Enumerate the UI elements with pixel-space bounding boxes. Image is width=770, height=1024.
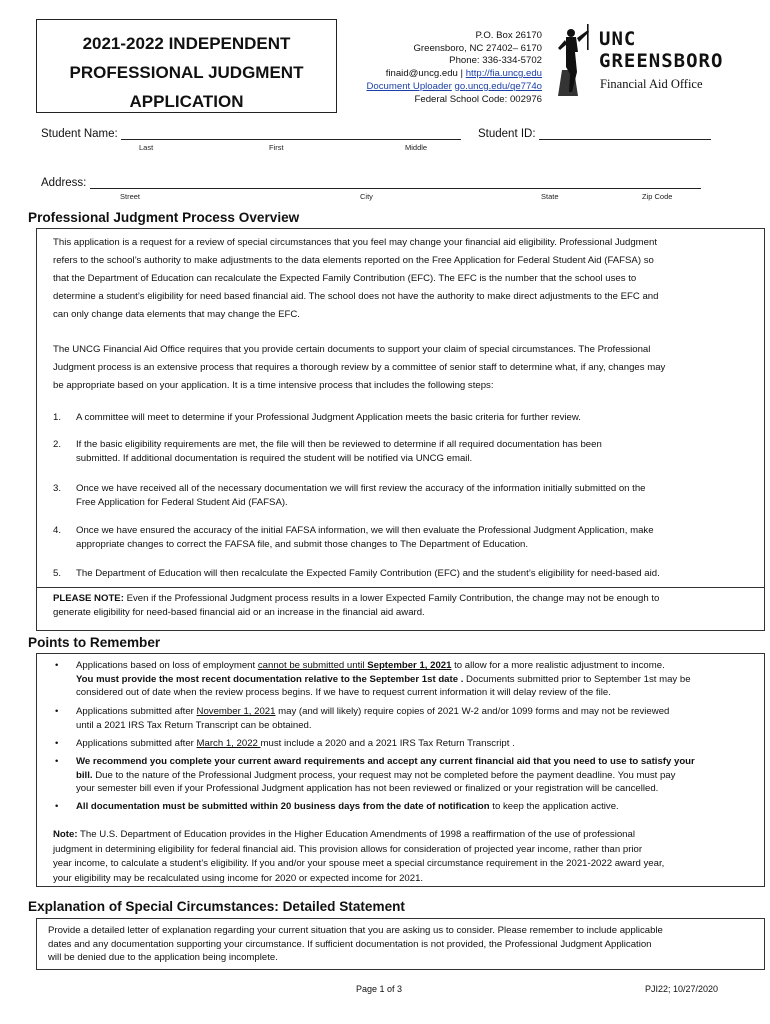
student-id-field[interactable] [539, 127, 711, 140]
step-line: A committee will meet to determine if your Professional Judgment Application meets the basic criteria for further review. [76, 412, 581, 423]
points-note-label: Note: [53, 829, 78, 840]
step-text [76, 411, 720, 425]
address-row [41, 176, 701, 189]
step-number: 5. [53, 568, 62, 579]
step-text [76, 567, 720, 581]
student-id-label: Student ID: [478, 128, 536, 140]
student-id-row [478, 127, 711, 140]
points-heading: Points to Remember [28, 635, 161, 650]
bullet-dot: • [55, 738, 59, 749]
p2-line: The UNCG Financial Aid Office requires that you provide certain documents to support your claim of special circumstances. The Professional [53, 344, 651, 355]
middle-sublabel: Middle [405, 143, 428, 152]
p1-line: refers to the school’s authority to make adjustments to the data elements reported on the Free Application for Federal Student Aid (FAFSA) so [53, 255, 654, 266]
b5-bold: All documentation must be submitted within 20 business days from the date of notification [76, 801, 490, 812]
b4-text: Due to the nature of the Professional Judgment process, your request may not be completed before the payment deadline. You must pay [92, 769, 676, 781]
contact-block [346, 30, 542, 106]
step-line: If the basic eligibility requirements are met, the file will then be reviewed to determine if all required documentation has been [76, 439, 602, 450]
step-number: 4. [53, 525, 62, 536]
overview-heading: Professional Judgment Process Overview [28, 210, 300, 225]
step-number: 3. [53, 483, 62, 494]
b2-text: Applications submitted after [76, 706, 197, 717]
overview-paragraph-2 [53, 341, 720, 395]
points-note-line1: The U.S. Department of Education provides in the Higher Education Amendments of 1998 a reaffirmation of the use of professional [77, 829, 635, 840]
logo-unc: UNC [599, 28, 637, 50]
b4-bold: We recommend you complete your current award requirements and accept any current financial aid that you need to use to satisfy your [76, 756, 695, 767]
p2-line: Judgment process is an extensive process that requires a thorough review by a committee of senior staff to determine what, if any, changes may [53, 362, 666, 373]
explanation-line2: dates and any documentation supporting your circumstance. If sufficient documentation is not provided, the Professional Judgment Application [48, 938, 652, 950]
b5-text: to keep the application active. [489, 801, 619, 812]
bullet-dot: • [55, 801, 59, 812]
b3-date: March 1, 2022 [196, 738, 261, 749]
bullet-dot: • [55, 756, 59, 767]
explanation-line1: Provide a detailed letter of explanation regarding your current situation that you are asking us to consider. Please remember to include applicable [48, 925, 663, 936]
b1-text-end: to allow for a more realistic adjustment to income. [451, 660, 665, 671]
step-line: Free Application for Federal Student Aid (FAFSA). [76, 496, 288, 508]
uploader-line [346, 81, 542, 94]
explanation-text [48, 924, 740, 965]
bullet-text [76, 737, 733, 751]
phone: Phone: 336-334-5702 [449, 55, 542, 67]
please-note [53, 592, 733, 620]
step-line: The Department of Education will then recalculate the Expected Family Contribution (EFC) and the student’s eligibility for need-based aid. [76, 568, 660, 579]
bullet-dot: • [55, 660, 59, 671]
email-web-line [346, 68, 542, 81]
b2-text-end: may (and will likely) require copies of 2021 W-2 and/or 1099 forms and may not be reviewed [275, 706, 670, 717]
form-title-line1: 2021-2022 INDEPENDENT [82, 34, 291, 53]
address-label: Address: [41, 177, 87, 189]
please-note-line1 [53, 592, 733, 606]
please-note-line2: generate eligibility for need-based financial aid or an increase in the financial aid award. [53, 607, 425, 618]
document-uploader-link[interactable]: Document Uploader [366, 80, 452, 92]
b2-text2: until a 2021 IRS Tax Return Transcript can be obtained. [76, 719, 312, 731]
first-sublabel: First [269, 143, 284, 152]
step-line: submitted. If additional documentation is required the student will be notified via UNCG email. [76, 452, 473, 464]
form-title-line3: APPLICATION [129, 92, 244, 111]
p1-line: can only change data elements that may change the EFC. [53, 309, 300, 320]
b1-date: September 1, 2021 [367, 660, 452, 671]
address-field[interactable] [90, 176, 701, 189]
step-line: Once we have ensured the accuracy of the initial FAFSA information, we will then evaluate the Professional Judgment Application, make [76, 525, 654, 536]
bullet-dot: • [55, 706, 59, 717]
page-number: Page 1 of 3 [356, 984, 403, 994]
please-note-label: PLEASE NOTE: [53, 593, 124, 604]
step-line: appropriate changes to correct the FAFSA file, and submit those changes to The Department of Education. [76, 538, 529, 550]
p1-line: determine a student’s eligibility for need based financial aid. The school does not have the authority to make direct adjustments to the EFC and [53, 291, 659, 302]
last-sublabel: Last [139, 143, 154, 152]
step-text [76, 482, 720, 509]
form-title-box [36, 19, 337, 113]
logo-wordmark [599, 28, 723, 72]
points-note [53, 828, 733, 886]
b1-text: Applications based on loss of employment [76, 660, 258, 671]
bullet-text [76, 755, 733, 796]
explanation-heading: Explanation of Special Circumstances: Detailed Statement [28, 899, 405, 914]
b4-bold2: bill. [76, 769, 93, 781]
step-line: Once we have received all of the necessary documentation we will first review the accuracy of the information initially submitted on the [76, 483, 646, 494]
b3-text-end: must include a 2020 and a 2021 IRS Tax Return Transcript . [260, 738, 515, 749]
b4-text2: your semester bill even if your Professional Judgment application has not been reviewed or finalized or your registration will be cancelled. [76, 783, 659, 794]
address-line1: P.O. Box 26170 [475, 30, 542, 41]
step-number: 1. [53, 412, 62, 423]
please-note-text: Even if the Professional Judgment process results in a lower Expected Family Contribution, the change may not be enough to [123, 593, 660, 604]
points-note-line3: year income, to calculate a student’s eligibility. If you and/or your spouse meet a special circumstance requirement in the 2021-2022 award year, [53, 858, 665, 869]
p1-line: This application is a request for a review of special circumstances that you feel may change your financial aid eligibility. Professional Judgment [53, 237, 657, 248]
explanation-line3: will be denied due to the application being incomplete. [48, 952, 278, 963]
note-divider [36, 587, 765, 588]
b3-text: Applications submitted after [76, 738, 197, 749]
student-name-label: Student Name: [41, 128, 118, 140]
b1-underline: cannot be submitted until [257, 660, 368, 671]
student-name-field[interactable] [121, 127, 461, 140]
points-note-line2: judgment in determining eligibility for federal financial aid. This provision allows for consideration of projected year income, rather than prior [53, 843, 643, 855]
step-text [76, 438, 720, 465]
b2-date: November 1, 2021 [196, 706, 276, 717]
b1-bold: You must provide the most recent documentation relative to the September 1st date . [76, 673, 464, 685]
overview-paragraph-1 [53, 234, 720, 324]
city-sublabel: City [360, 192, 373, 201]
b1-text2: Documents submitted prior to September 1st may be [463, 673, 691, 685]
b1-text3: considered out of date when the review process begins. If we have to request current information it will delay review of the file. [76, 687, 611, 698]
points-note-line4: your eligibility may be recalculated using income for 2020 or expected income for 2021. [53, 872, 424, 884]
bullet-text [76, 659, 733, 700]
address-line2: Greensboro, NC 27402– 6170 [413, 42, 542, 54]
separator: | [460, 68, 464, 80]
form-code: PJI22; 10/27/2020 [645, 984, 719, 994]
p2-line: be appropriate based on your application. It is a time intensive process that includes the following steps: [53, 380, 494, 391]
email: finaid@uncg.edu [385, 68, 458, 80]
uploader-url-link[interactable]: go.uncg.edu/qe774o [454, 80, 542, 92]
student-name-row [41, 127, 461, 140]
step-text [76, 524, 720, 551]
state-sublabel: State [541, 192, 559, 201]
school-code: Federal School Code: 002976 [414, 93, 542, 105]
logo-subtitle: Financial Aid Office [600, 77, 703, 91]
bullet-text [76, 800, 733, 814]
street-sublabel: Street [120, 192, 141, 201]
p1-line: that the Department of Education can recalculate the Expected Family Contribution (EFC). The EFC is the number that the school uses to [53, 273, 637, 284]
logo-greensboro: GREENSBORO [599, 50, 724, 72]
form-title-line2: PROFESSIONAL JUDGMENT [69, 63, 304, 82]
website-link[interactable]: http://fia.uncg.edu [465, 68, 542, 80]
step-number: 2. [53, 439, 62, 450]
bullet-text [76, 705, 733, 732]
zip-sublabel: Zip Code [642, 192, 673, 201]
